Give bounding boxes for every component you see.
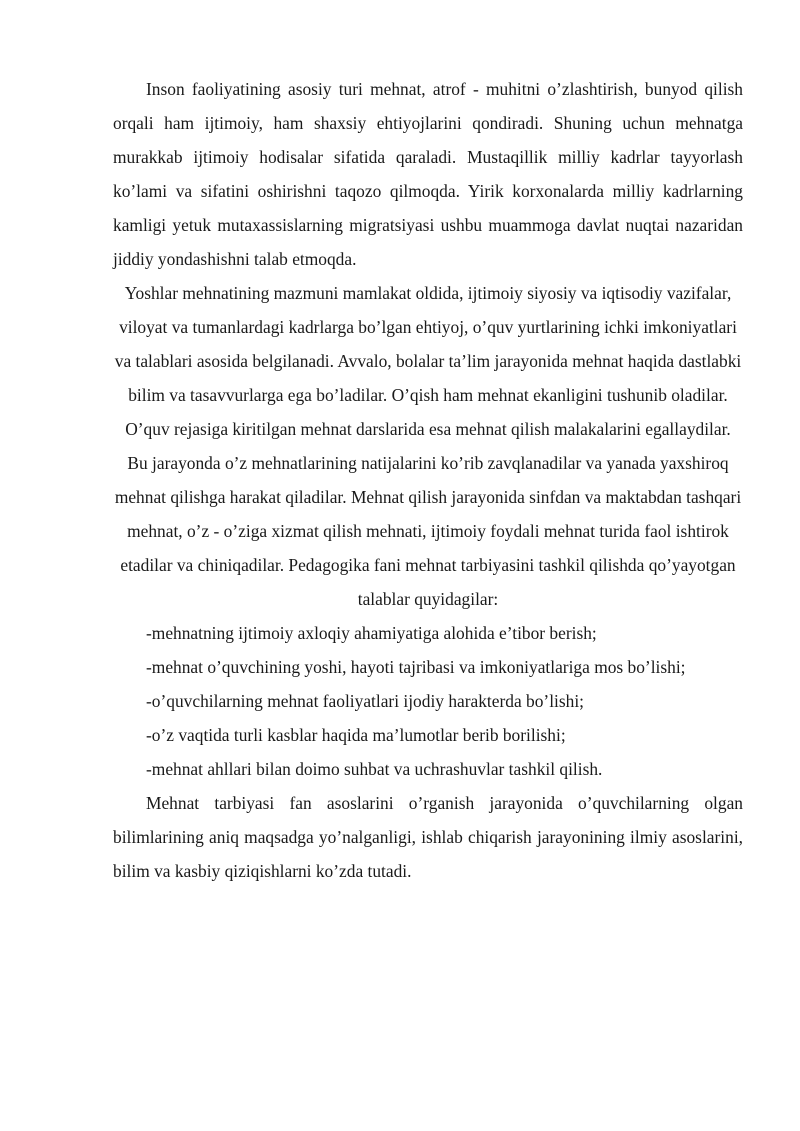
paragraph-intro: Inson faoliyatining asosiy turi mehnat, atrof - muhitni o’zlashtirish, bunyod qilish orqali ham ijtimoiy, ham shaxsiy ehtiyojlarini qondiradi. Shuning uchun mehnatga murakkab ijtimoiy hodisalar sifatida qaraladi. Mustaqillik milliy kadrlar tayyorlash ko’lami va sifatini oshirishni taqozo qilmoqda. Yirik korxonalarda milliy kadrlarning kamligi yetuk mutaxassislarning migratsiyasi ushbu muammoga davlat nuqtai nazaridan jiddiy yondashishni talab etmoqda. — [113, 79, 743, 269]
list-item: -mehnat ahllari bilan doimo suhbat va uchrashuvlar tashkil qilish. — [146, 759, 603, 779]
paragraph-conclusion: Mehnat tarbiyasi fan asoslarini o’rganish jarayonida o’quvchilarning olgan bilimlarining aniq maqsadga yo’nalganligi, ishlab chiqarish jarayonining ilmiy asoslarini, bilim va kasbiy qiziqishlarni ko’zda tutadi. — [113, 793, 743, 881]
list-item: -mehnat o’quvchining yoshi, hayoti tajribasi va imkoniyatlariga mos bo’lishi; — [146, 657, 686, 677]
document-page — [113, 72, 743, 888]
paragraph-youth-labor: Yoshlar mehnatining mazmuni mamlakat oldida, ijtimoiy siyosiy va iqtisodiy vazifalar, viloyat va tumanlardagi kadrlarga bo’lgan ehtiyoj, o’quv yurtlarining ichki imkoniyatlari va talablari asosida belgilanadi. Avvalo, bolalar ta’lim jarayonida mehnat haqida dastlabki bilim va tasavvurlarga ega bo’ladilar. O’qish ham mehnat ekanligini tushunib oladilar. O’quv rejasiga kiritilgan mehnat darslarida esa mehnat qilish malakalarini egallaydilar. Bu jarayonda o’z mehnatlarining natijalarini ko’rib zavqlanadilar va yanada yaxshiroq mehnat qilishga harakat qiladilar. Mehnat qilish jarayonida sinfdan va maktabdan tashqari mehnat, o’z - o’ziga xizmat qilish mehnati, ijtimoiy foydali mehnat turida faol ishtirok etadilar va chiniqadilar. Pedagogika fani mehnat tarbiyasini tashkil qilishda qo’yayotgan talablar quyidagilar: — [114, 283, 742, 609]
list-item: -mehnatning ijtimoiy axloqiy ahamiyatiga alohida e’tibor berish; — [146, 623, 597, 643]
list-item: -o’z vaqtida turli kasblar haqida ma’lumotlar berib borilishi; — [146, 725, 566, 745]
requirements-list — [113, 616, 743, 786]
list-item: -o’quvchilarning mehnat faoliyatlari ijodiy harakterda bo’lishi; — [146, 691, 585, 711]
